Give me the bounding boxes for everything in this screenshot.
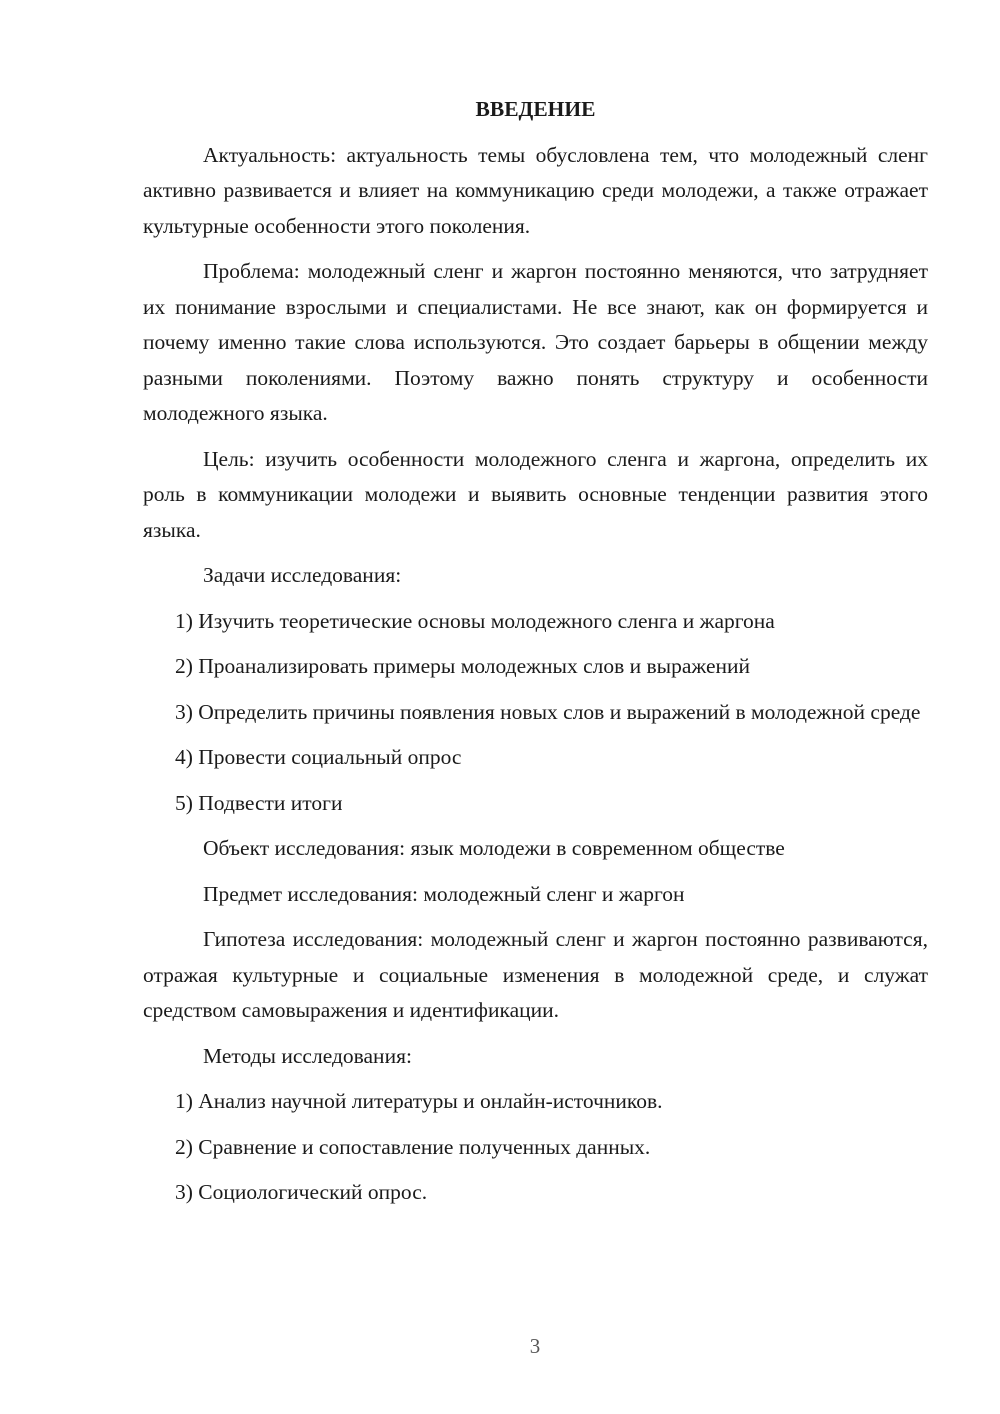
paragraph-hypothesis: Гипотеза исследования: молодежный сленг и жаргон постоянно развиваются, отражая культурные и социальные изменения в молодежной среде, и служат средством самовыражения и идентификации.: [143, 927, 928, 1022]
page-number: 3: [529, 1334, 541, 1358]
paragraph-object: Объект исследования: язык молодежи в современном обществе: [203, 836, 785, 860]
method-item-1: 1) Анализ научной литературы и онлайн-источников.: [175, 1089, 663, 1113]
task-item-2: 2) Проанализировать примеры молодежных слов и выражений: [175, 654, 751, 678]
paragraph-goal: Цель: изучить особенности молодежного сленга и жаргона, определить их роль в коммуникации молодежи и выявить основные тенденции развития этого языка.: [143, 446, 928, 542]
task-item-5: 5) Подвести итоги: [175, 790, 343, 815]
task-item-3: 3) Определить причины появления новых слов и выражений в молодежной среде: [175, 699, 921, 724]
paragraph-problem: Проблема: молодежный сленг и жаргон постоянно меняются, что затрудняет их понимание взрослыми и специалистами. Не все знают, как он формируется и почему именно такие слова используются. Это создает барьеры в общении между разными поколениями. Поэтому важно понять структуру и особенности молодежного языка.: [143, 259, 928, 425]
tasks-heading: Задачи исследования:: [203, 563, 402, 587]
methods-heading: Методы исследования:: [203, 1043, 412, 1068]
paragraph-relevance: Актуальность: актуальность темы обусловлена тем, что молодежный сленг активно развивается и влияет на коммуникацию среди молодежи, а также отражает культурные особенности этого поколения.: [143, 142, 928, 238]
page-title: ВВЕДЕНИЕ: [475, 97, 596, 121]
method-item-3: 3) Социологический опрос.: [175, 1180, 428, 1204]
task-item-4: 4) Провести социальный опрос: [175, 745, 462, 769]
method-item-2: 2) Сравнение и сопоставление полученных данных.: [175, 1134, 651, 1159]
task-item-1: 1) Изучить теоретические основы молодежного сленга и жаргона: [175, 608, 775, 633]
paragraph-subject: Предмет исследования: молодежный сленг и жаргон: [203, 881, 685, 906]
document-body: [143, 92, 928, 1221]
